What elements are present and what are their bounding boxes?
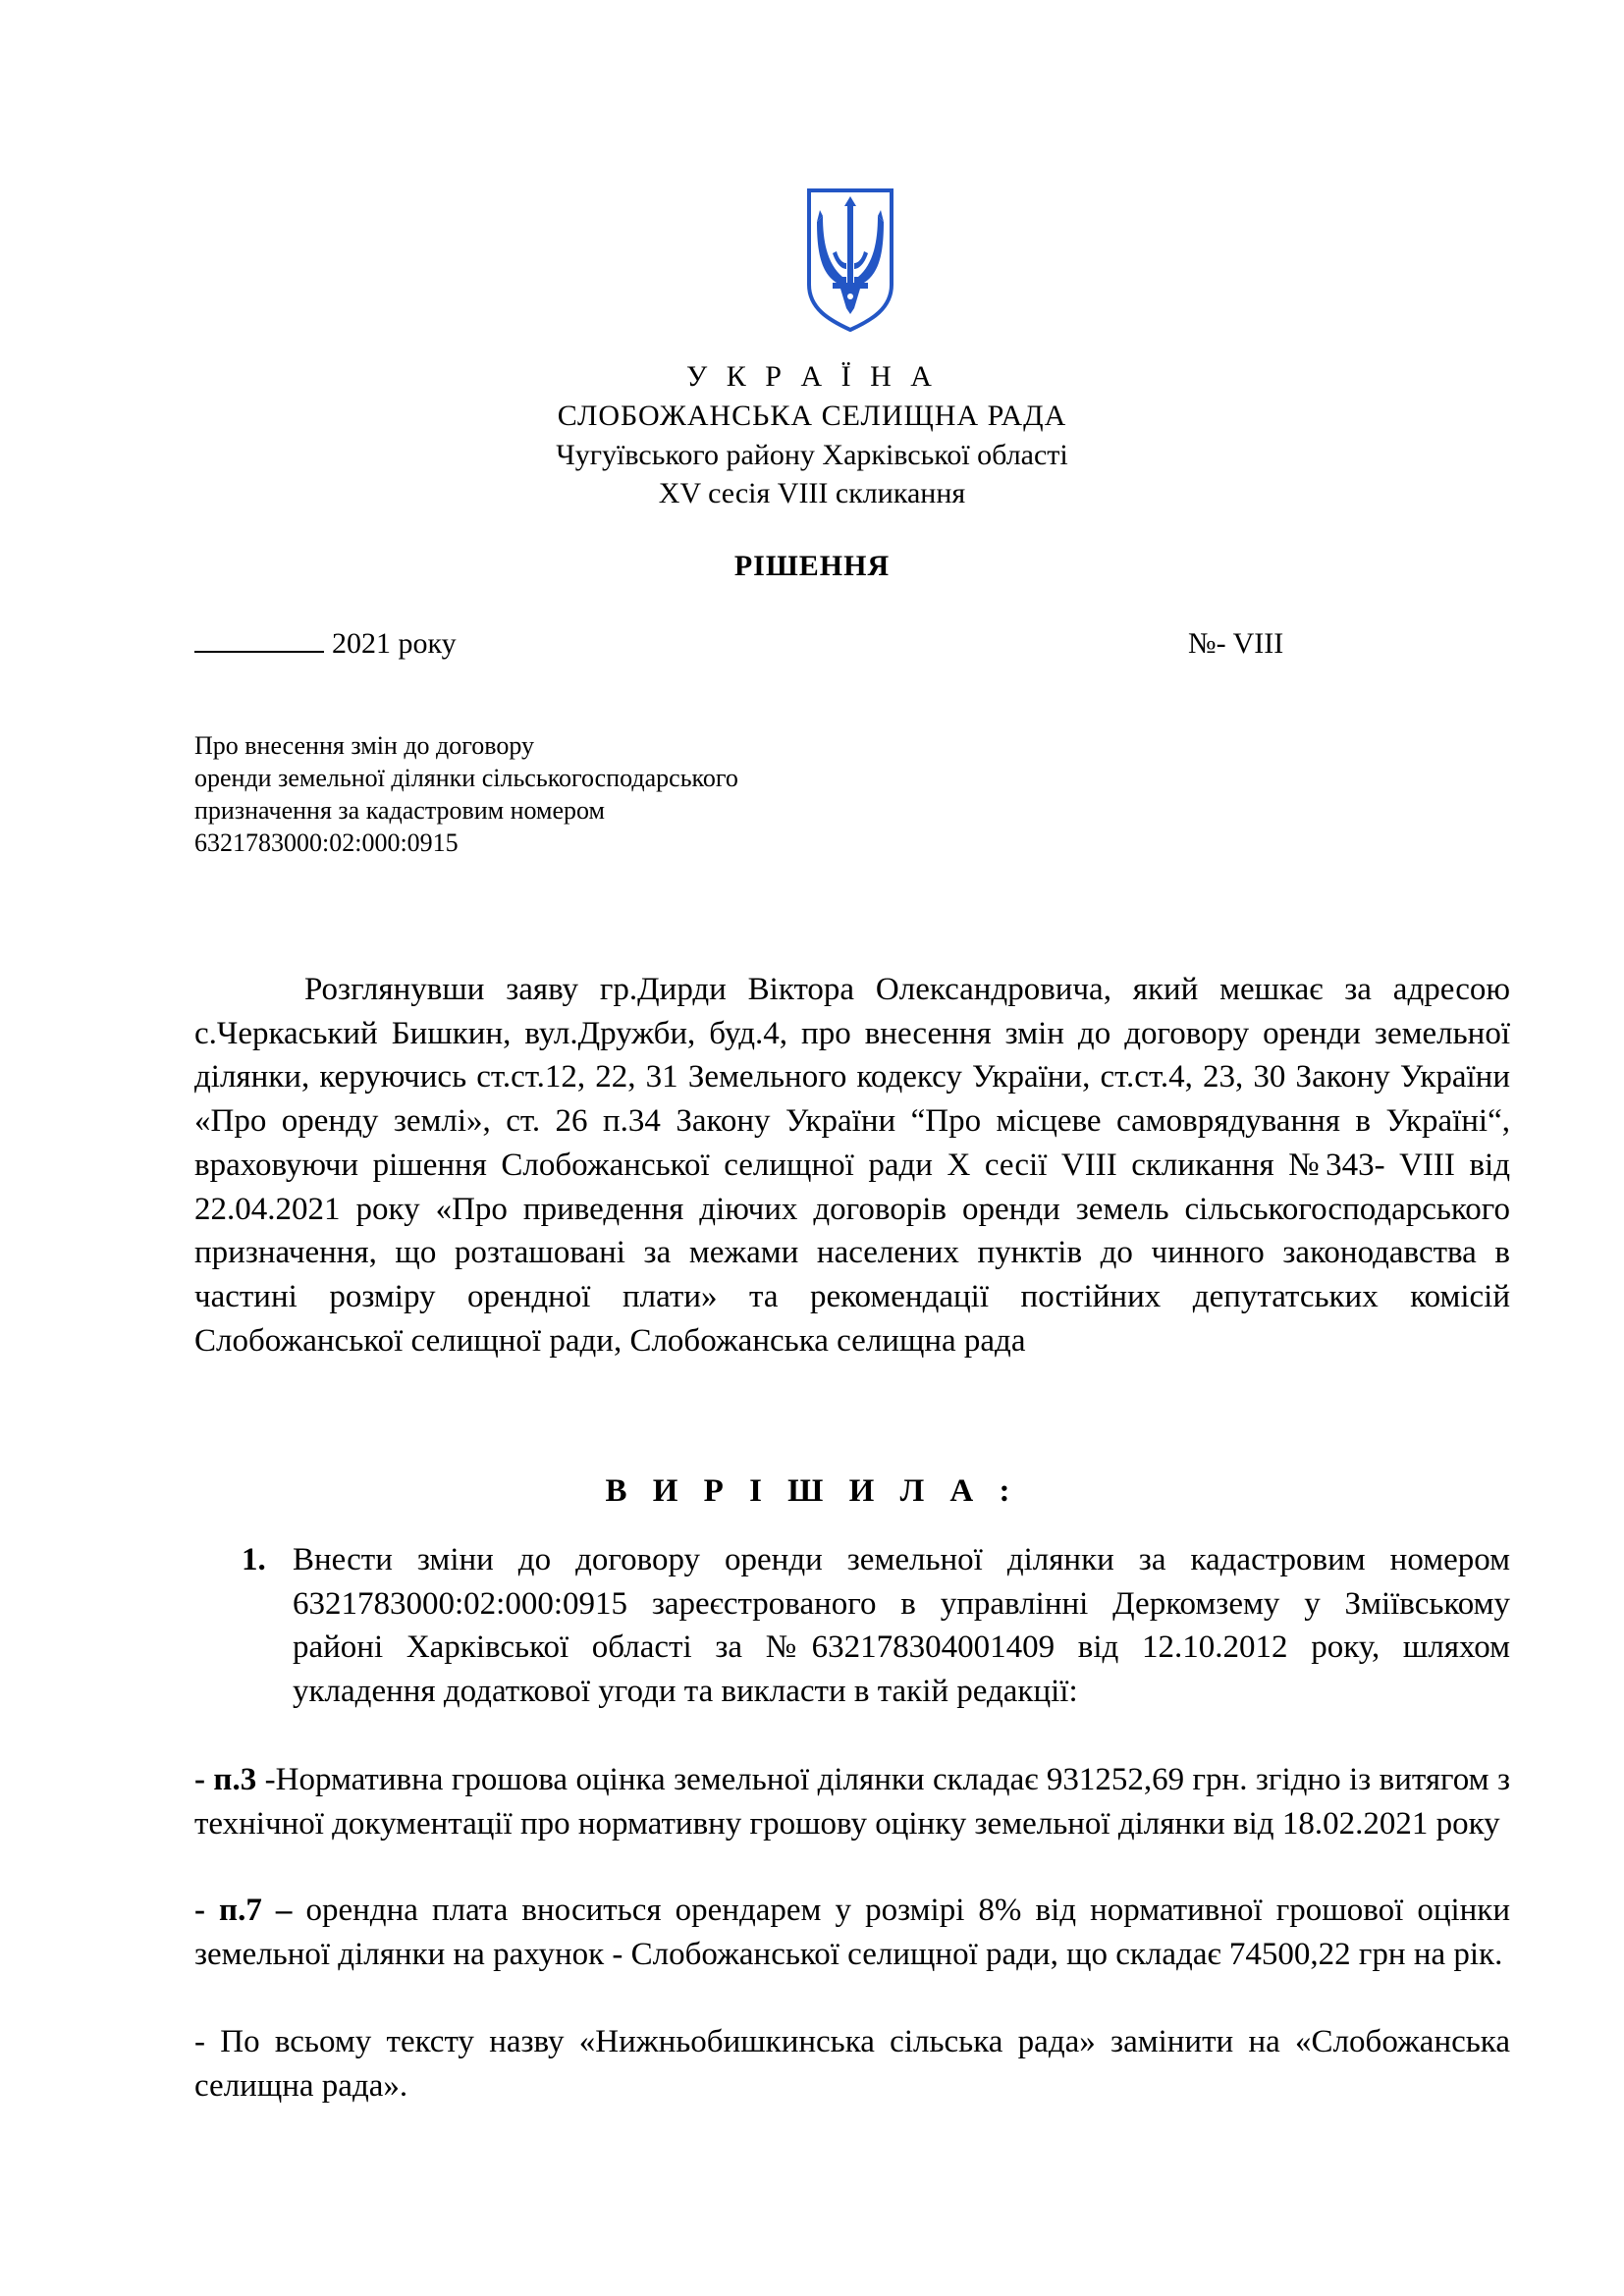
decided-heading: В И Р І Ш И Л А : xyxy=(605,1473,1019,1509)
decision-number: №- VIII xyxy=(1188,627,1284,660)
decision-subject xyxy=(194,729,901,859)
point-3-paragraph xyxy=(194,1758,1510,1845)
point-7-paragraph xyxy=(194,1889,1510,1976)
country-name: У К Р А Ї Н А xyxy=(686,360,938,393)
coat-of-arms-of-ukraine-icon xyxy=(803,187,897,332)
date-text: 2021 року xyxy=(332,627,457,660)
date-blank-line xyxy=(194,625,324,653)
subject-line: призначення за кадастровим номером xyxy=(194,796,606,825)
preamble-paragraph: Розглянувши заяву гр.Дирди Віктора Олександровича, який мешкає за адресою с.Черкаський Бишкин, вул.Дружби, буд.4, про внесення змін до договору оренди земельної ділянки, керуючись ст.ст.12, 22, 31 Земельного кодексу України, ст.ст.4, 23, 30 Закону України «Про оренду землі», ст. 26 п.34 Закону України “Про місцеве самоврядування в Україні“, враховуючи рішення Слобожанської селищної ради Х сесії VIII скликання №343- VIII від 22.04.2021 року «Про приведення діючих договорів оренди земель сільськогосподарського призначення, що розташовані за межами населених пунктів до чинного законодавства в частині розміру орендної плати» та рекомендації постійних депутатських комісій Слобожанської селищної ради, Слобожанська селищна рада xyxy=(194,972,1510,1359)
item-number: 1. xyxy=(242,1542,266,1577)
council-name: СЛОБОЖАНСЬКА СЕЛИЩНА РАДА xyxy=(557,400,1067,432)
subject-line: 6321783000:02:000:0915 xyxy=(194,828,459,857)
point-3-text: -Нормативна грошова оцінка земельної ділянки складає 931252,69 грн. згідно із витягом з технічної документації про нормативну грошову оцінку земельної ділянки від 18.02.2021 року xyxy=(194,1762,1510,1842)
item-text: Внести зміни до договору оренди земельної ділянки за кадастровим номером 6321783000:02:000:0915 зареєстрованого в управлінні Деркомзему у Зміївському районі Харківської області за №632178304001409 від 12.10.2012 року, шляхом укладення додаткової угоди та викласти в такій редакції: xyxy=(293,1542,1510,1710)
subject-line: Про внесення змін до договору xyxy=(194,731,535,760)
point-7-text: орендна плата вноситься орендарем у розмірі 8% від нормативної грошової оцінки земельної ділянки на рахунок - Слобожанської селищної ради, що складає 74500,22 грн на рік. xyxy=(194,1893,1510,1972)
subject-line: оренди земельної ділянки сільськогосподарського xyxy=(194,764,738,792)
rename-paragraph: - По всьому тексту назву «Нижньобишкинська сільська рада» замінити на «Слобожанська селищна рада». xyxy=(194,2024,1510,2104)
district-name: Чугуївського району Харківської області xyxy=(556,439,1068,471)
session-info: XV сесія VIII скликання xyxy=(658,477,966,509)
point-7-label: - п.7 – xyxy=(194,1893,293,1928)
point-3-label: - п.3 xyxy=(194,1762,257,1797)
document-title: РІШЕННЯ xyxy=(733,550,891,582)
decision-date xyxy=(194,624,457,664)
